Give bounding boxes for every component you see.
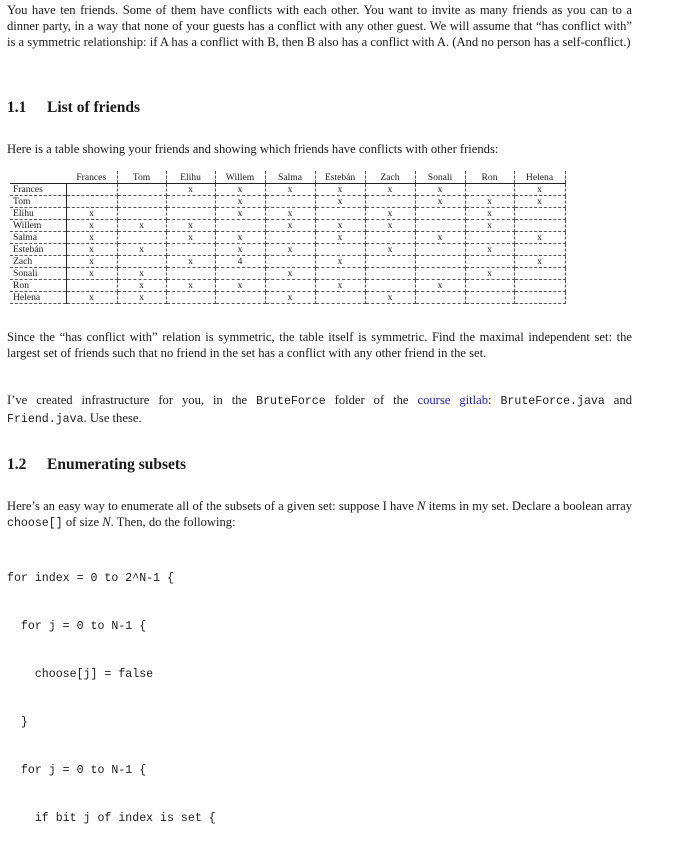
symmetric-note-paragraph: Since the “has conflict with” relation is symmetric, the table itself is symmetric. Find the maximal independent set: the largest set of friends such that no friend in the set has a conflict with any other friend in the set. bbox=[7, 330, 632, 360]
conflict-cell bbox=[415, 244, 465, 256]
infra-text: . Use these. bbox=[83, 411, 142, 425]
conflict-cell: x bbox=[365, 208, 415, 220]
conflict-cell: x bbox=[215, 208, 265, 220]
conflict-cell: x bbox=[166, 256, 215, 268]
conflict-cell: x bbox=[117, 244, 166, 256]
conflict-cell: x bbox=[514, 232, 565, 244]
conflict-cell bbox=[315, 208, 365, 220]
row-name: Frances bbox=[10, 184, 66, 196]
conflict-cell bbox=[514, 280, 565, 292]
code-line: choose[j] = false bbox=[7, 668, 154, 681]
conflict-cell: x bbox=[117, 268, 166, 280]
conflict-cell bbox=[265, 196, 315, 208]
conflict-cell: x bbox=[514, 256, 565, 268]
conflict-cell: x bbox=[465, 268, 514, 280]
section-heading-list-of-friends bbox=[7, 99, 140, 117]
table-corner bbox=[10, 171, 66, 184]
enum-text: items in my set. Declare a boolean array bbox=[425, 499, 632, 513]
conflict-cell: x bbox=[315, 280, 365, 292]
math-n: N bbox=[102, 515, 111, 529]
file-name: BruteForce.java bbox=[500, 395, 605, 408]
conflict-cell bbox=[166, 244, 215, 256]
conflict-cell: x bbox=[117, 292, 166, 304]
conflict-cell bbox=[514, 208, 565, 220]
column-header: Elihu bbox=[166, 171, 215, 184]
table-row bbox=[10, 256, 565, 268]
conflict-cell bbox=[365, 256, 415, 268]
row-name: Tom bbox=[10, 196, 66, 208]
conflict-cell bbox=[265, 256, 315, 268]
code-line: if bit j of index is set { bbox=[7, 812, 216, 825]
column-header: Zach bbox=[365, 171, 415, 184]
conflict-cell: x bbox=[66, 232, 117, 244]
conflict-cell bbox=[465, 184, 514, 196]
conflict-cell: x bbox=[265, 220, 315, 232]
table-header-row bbox=[10, 171, 565, 184]
conflict-cell: x bbox=[315, 196, 365, 208]
column-header: Willem bbox=[215, 171, 265, 184]
row-name: Elihu bbox=[10, 208, 66, 220]
enum-text: Here’s an easy way to enumerate all of the subsets of a given set: suppose I have bbox=[7, 499, 418, 513]
conflict-cell: x bbox=[215, 244, 265, 256]
conflict-cell bbox=[365, 232, 415, 244]
array-name: choose[] bbox=[7, 517, 63, 530]
conflict-cell: x bbox=[415, 196, 465, 208]
conflict-cell bbox=[514, 244, 565, 256]
intro-paragraph: You have ten friends. Some of them have conflicts with each other. You want to invite as many friends as you can to a dinner party, in a way that none of your guests has a conflict with any other guest. We will assume that “has conflict with” is a symmetric relationship: if A has a conflict with B, then B also has a conflict with A. (And no person has a self-conflict.) bbox=[7, 3, 632, 49]
conflict-cell: x bbox=[166, 280, 215, 292]
conflict-cell bbox=[365, 196, 415, 208]
conflict-cell: x bbox=[465, 196, 514, 208]
conflict-cell bbox=[415, 292, 465, 304]
conflict-cell bbox=[315, 268, 365, 280]
conflict-cell: x bbox=[66, 292, 117, 304]
column-header: Frances bbox=[66, 171, 117, 184]
conflict-cell bbox=[465, 292, 514, 304]
row-name: Zach bbox=[10, 256, 66, 268]
code-line: for j = 0 to N-1 { bbox=[7, 764, 147, 777]
conflict-cell: x bbox=[166, 220, 215, 232]
enum-text: of size bbox=[62, 515, 103, 529]
conflict-cell: x bbox=[66, 220, 117, 232]
conflict-cell bbox=[117, 196, 166, 208]
conflict-cell: x bbox=[365, 184, 415, 196]
row-name: Salma bbox=[10, 232, 66, 244]
table-intro-paragraph: Here is a table showing your friends and showing which friends have conflicts with other friends: bbox=[7, 142, 499, 156]
conflict-cell bbox=[117, 232, 166, 244]
conflict-cell bbox=[465, 280, 514, 292]
code-line: } bbox=[7, 716, 28, 729]
column-header: Tom bbox=[117, 171, 166, 184]
enumeration-paragraph bbox=[7, 498, 632, 532]
conflict-cell: x bbox=[265, 184, 315, 196]
table-row bbox=[10, 268, 565, 280]
conflict-cell: x bbox=[315, 220, 365, 232]
conflict-cell bbox=[66, 280, 117, 292]
conflict-cell bbox=[166, 292, 215, 304]
table-row bbox=[10, 280, 565, 292]
conflict-cell: x bbox=[66, 268, 117, 280]
conflict-cell bbox=[166, 208, 215, 220]
column-header: Estebán bbox=[315, 171, 365, 184]
column-header: Ron bbox=[465, 171, 514, 184]
conflict-cell bbox=[215, 268, 265, 280]
conflict-cell bbox=[514, 292, 565, 304]
conflict-cell bbox=[365, 280, 415, 292]
conflict-cell: x bbox=[265, 208, 315, 220]
row-name: Estebán bbox=[10, 244, 66, 256]
conflict-cell: x bbox=[166, 232, 215, 244]
conflict-cell: x bbox=[66, 256, 117, 268]
table-row bbox=[10, 184, 565, 196]
file-name: Friend.java bbox=[7, 413, 84, 426]
course-gitlab-link[interactable]: course gitlab bbox=[417, 393, 488, 407]
row-name: Willem bbox=[10, 220, 66, 232]
conflict-cell bbox=[117, 208, 166, 220]
conflict-cell: x bbox=[166, 184, 215, 196]
table-row bbox=[10, 232, 565, 244]
conflict-cell: 4 bbox=[215, 256, 265, 268]
conflict-table bbox=[10, 171, 566, 304]
conflict-cell: x bbox=[365, 292, 415, 304]
conflict-cell bbox=[514, 220, 565, 232]
infra-text: folder of the bbox=[325, 393, 418, 407]
conflict-cell: x bbox=[117, 280, 166, 292]
conflict-cell bbox=[415, 208, 465, 220]
conflict-cell: x bbox=[315, 256, 365, 268]
conflict-cell: x bbox=[514, 196, 565, 208]
conflict-cell: x bbox=[265, 244, 315, 256]
conflict-cell: x bbox=[465, 208, 514, 220]
conflict-cell bbox=[265, 280, 315, 292]
table-row bbox=[10, 220, 565, 232]
conflict-cell bbox=[215, 220, 265, 232]
section-title: Enumerating subsets bbox=[47, 456, 187, 473]
table-row bbox=[10, 244, 565, 256]
conflict-cell bbox=[265, 232, 315, 244]
conflict-cell: x bbox=[365, 244, 415, 256]
conflict-cell: x bbox=[265, 268, 315, 280]
math-n: N bbox=[417, 499, 426, 513]
conflict-cell bbox=[315, 244, 365, 256]
conflict-cell bbox=[365, 268, 415, 280]
conflict-cell bbox=[514, 268, 565, 280]
table-row bbox=[10, 196, 565, 208]
code-line: for j = 0 to N-1 { bbox=[7, 620, 147, 633]
section-title: List of friends bbox=[47, 99, 140, 116]
table-body bbox=[10, 184, 565, 304]
conflict-cell: x bbox=[215, 184, 265, 196]
conflict-cell bbox=[215, 292, 265, 304]
conflict-cell: x bbox=[315, 184, 365, 196]
conflict-cell: x bbox=[66, 244, 117, 256]
conflict-cell: x bbox=[265, 292, 315, 304]
infra-text: and bbox=[604, 393, 632, 407]
conflict-cell bbox=[66, 196, 117, 208]
folder-name: BruteForce bbox=[256, 395, 326, 408]
conflict-cell: x bbox=[415, 184, 465, 196]
conflict-cell: x bbox=[66, 208, 117, 220]
conflict-cell: x bbox=[465, 220, 514, 232]
conflict-cell bbox=[315, 292, 365, 304]
infrastructure-paragraph bbox=[7, 392, 632, 428]
column-header: Salma bbox=[265, 171, 315, 184]
conflict-cell: x bbox=[215, 280, 265, 292]
conflict-cell bbox=[66, 184, 117, 196]
infra-text: I’ve created infrastructure for you, in the bbox=[7, 393, 257, 407]
table-row bbox=[10, 208, 565, 220]
table-row bbox=[10, 292, 565, 304]
column-header: Sonali bbox=[415, 171, 465, 184]
conflict-cell bbox=[166, 268, 215, 280]
conflict-cell: x bbox=[415, 280, 465, 292]
conflict-cell: x bbox=[117, 220, 166, 232]
code-line: for index = 0 to 2^N-1 { bbox=[7, 572, 174, 585]
pseudocode-block bbox=[7, 539, 216, 843]
conflict-cell bbox=[415, 268, 465, 280]
section-number: 1.2 bbox=[7, 456, 27, 473]
conflict-cell: x bbox=[415, 232, 465, 244]
conflict-cell bbox=[415, 256, 465, 268]
row-name: Helena bbox=[10, 292, 66, 304]
conflict-cell: x bbox=[365, 220, 415, 232]
row-name: Sonali bbox=[10, 268, 66, 280]
conflict-cell: x bbox=[315, 232, 365, 244]
conflict-cell bbox=[465, 256, 514, 268]
conflict-cell bbox=[117, 184, 166, 196]
conflict-cell: x bbox=[514, 184, 565, 196]
conflict-cell: x bbox=[465, 244, 514, 256]
section-heading-enumerating-subsets bbox=[7, 456, 186, 474]
row-name: Ron bbox=[10, 280, 66, 292]
conflict-cell bbox=[117, 256, 166, 268]
conflict-cell bbox=[166, 196, 215, 208]
section-number: 1.1 bbox=[7, 99, 27, 116]
enum-text: . Then, do the following: bbox=[110, 515, 236, 529]
conflict-cell: x bbox=[215, 196, 265, 208]
conflict-cell bbox=[415, 220, 465, 232]
infra-text: : bbox=[488, 393, 501, 407]
column-header: Helena bbox=[514, 171, 565, 184]
conflict-cell bbox=[465, 232, 514, 244]
conflict-cell: x bbox=[215, 232, 265, 244]
